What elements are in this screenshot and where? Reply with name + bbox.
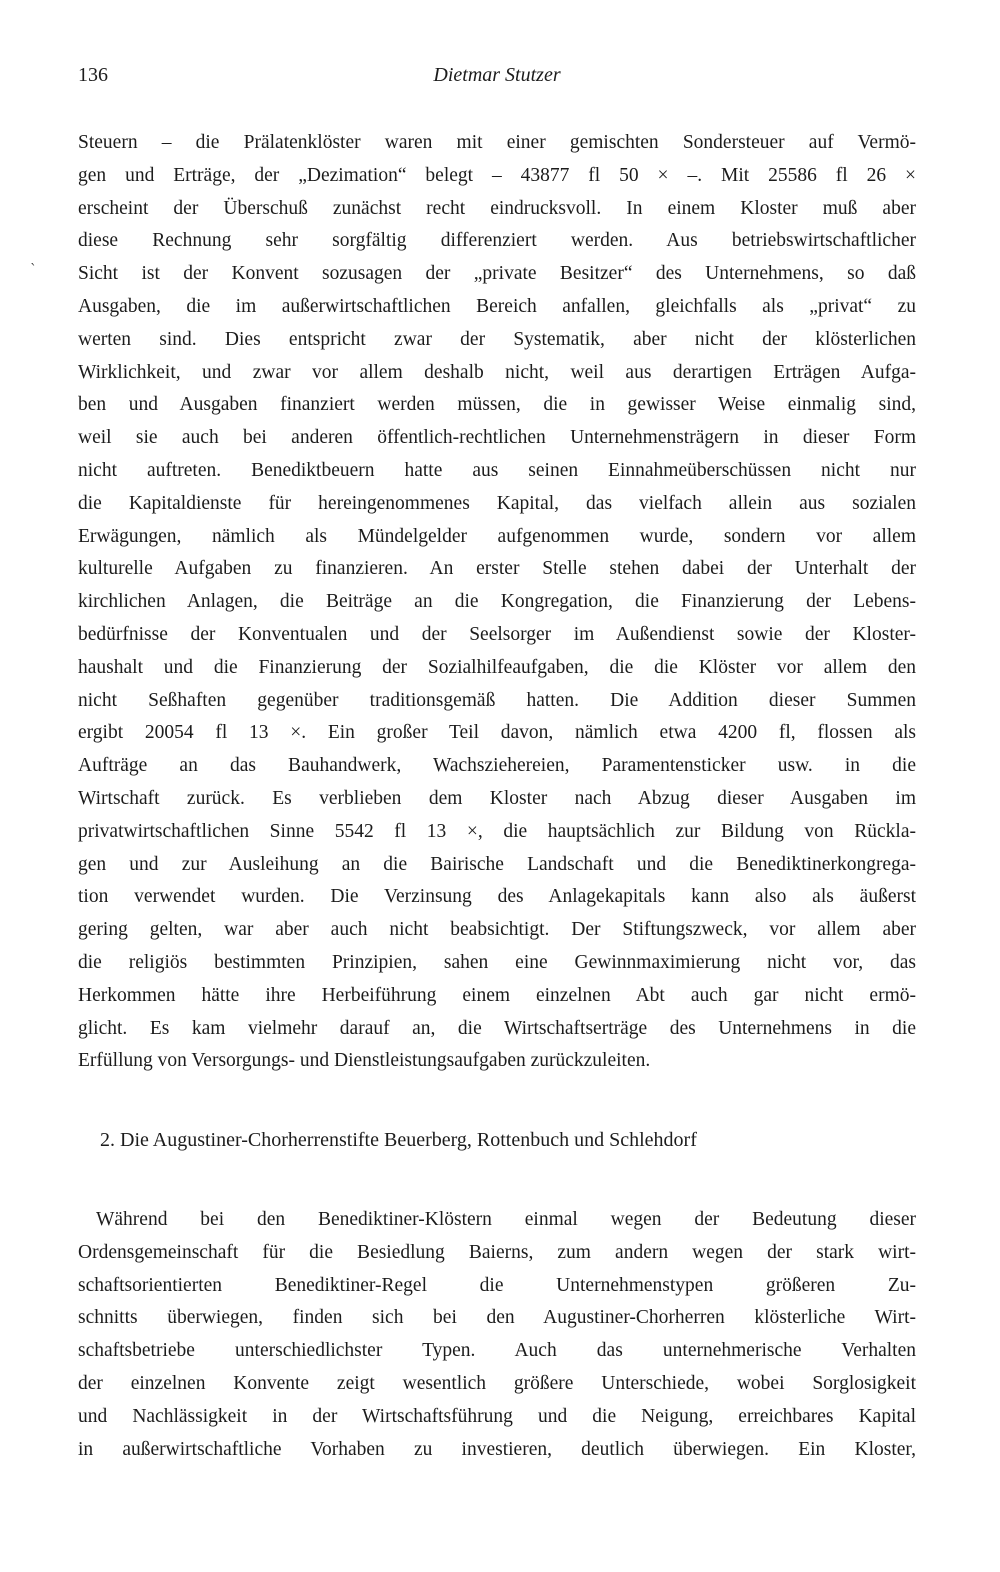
section-heading: 2. Die Augustiner-Chorherrenstifte Beuerberg, Rottenbuch und Schlehdorf [100,1129,697,1151]
text-line: die religiös bestimmten Prinzipien, sahen eine Gewinnmaximierung nicht vor, das [78,951,916,973]
text-line: Sicht ist der Konvent sozusagen der „private Besitzer“ des Unternehmens, so daß [78,263,916,285]
text-line: der einzelnen Konvente zeigt wesentlich größere Unterschiede, wobei Sorglosigkeit [78,1372,916,1394]
text-line: ben und Ausgaben finanziert werden müssen, die in gewisser Weise einmalig sind, [78,394,916,416]
text-line: haushalt und die Finanzierung der Sozialhilfeaufgaben, die die Klöster vor allem den [78,656,916,678]
margin-mark: ` [30,262,37,278]
text-line: Aufträge an das Bauhandwerk, Wachsziehereien, Paramentensticker usw. in die [78,755,916,777]
text-line: kulturelle Aufgaben zu finanzieren. An erster Stelle stehen dabei der Unterhalt der [78,558,916,580]
text-line: Herkommen hätte ihre Herbeiführung einem einzelnen Abt auch gar nicht ermö- [78,984,916,1006]
text-line: diese Rechnung sehr sorgfältig differenziert werden. Aus betriebswirtschaftlicher [78,230,916,252]
text-line: die Kapitaldienste für hereingenommenes Kapital, das vielfach allein aus sozialen [78,492,916,514]
paragraph-2 [78,1204,916,1466]
text-line: schaftsorientierten Benediktiner-Regel die Unternehmenstypen größeren Zu- [78,1274,916,1296]
text-line: bedürfnisse der Konventualen und der Seelsorger im Außendienst sowie der Kloster- [78,623,916,645]
paragraph-1 [78,127,916,1078]
text-line: schaftsbetriebe unterschiedlichster Typen. Auch das unternehmerische Verhalten [78,1340,916,1362]
text-line: Steuern – die Prälatenklöster waren mit einer gemischten Sondersteuer auf Vermö- [78,132,916,153]
text-line: weil sie auch bei anderen öffentlich-rechtlichen Unternehmensträgern in dieser Form [78,427,916,449]
text-line: Ausgaben, die im außerwirtschaftlichen Bereich anfallen, gleichfalls als „privat“ zu [78,295,916,317]
text-line: schnitts überwiegen, finden sich bei den Augustiner-Chorherren klösterliche Wirt- [78,1307,916,1329]
page-number: 136 [78,64,108,86]
text-line: kirchlichen Anlagen, die Beiträge an die Kongregation, die Finanzierung der Lebens- [78,591,916,613]
running-head-author: Dietmar Stutzer [433,64,561,86]
text-line: ergibt 20054 fl 13 ×. Ein großer Teil davon, nämlich etwa 4200 fl, flossen als [78,722,916,744]
text-line: Erfüllung von Versorgungs- und Dienstleistungsaufgaben zurückzuleiten. [78,1050,651,1072]
text-line: in außerwirtschaftliche Vorhaben zu investieren, deutlich überwiegen. Ein Kloster, [78,1438,916,1460]
text-line: tion verwendet wurden. Die Verzinsung des Anlagekapitals kann also als äußerst [78,886,916,908]
text-line: privatwirtschaftlichen Sinne 5542 fl 13 ×, die hauptsächlich zur Bildung von Rückla- [78,820,916,842]
text-line: Während bei den Benediktiner-Klöstern einmal wegen der Bedeutung dieser [96,1209,916,1230]
text-line: und Nachlässigkeit in der Wirtschaftsführung und die Neigung, erreichbares Kapital [78,1405,916,1427]
text-line: gen und zur Ausleihung an die Bairische Landschaft und die Benediktinerkongrega- [78,853,916,875]
text-line: nicht Seßhaften gegenüber traditionsgemäß hatten. Die Addition dieser Summen [78,689,916,711]
running-head [78,64,916,94]
text-line: Ordensgemeinschaft für die Besiedlung Baierns, zum andern wegen der stark wirt- [78,1241,916,1263]
text-line: gen und Erträge, der „Dezimation“ belegt – 43877 fl 50 × –. Mit 25586 fl 26 × [78,164,916,186]
text-line: gering gelten, war aber auch nicht beabsichtigt. Der Stiftungszweck, vor allem aber [78,919,916,941]
text-line: Wirtschaft zurück. Es verblieben dem Kloster nach Abzug dieser Ausgaben im [78,787,916,809]
text-line: glicht. Es kam vielmehr darauf an, die Wirtschaftserträge des Unternehmens in die [78,1017,916,1039]
text-line: nicht auftreten. Benediktbeuern hatte aus seinen Einnahmeüberschüssen nicht nur [78,459,916,481]
text-line: Erwägungen, nämlich als Mündelgelder aufgenommen wurde, sondern vor allem [78,525,916,547]
text-line: Wirklichkeit, und zwar vor allem deshalb nicht, weil aus derartigen Erträgen Aufga- [78,361,916,383]
text-line: werten sind. Dies entspricht zwar der Systematik, aber nicht der klösterlichen [78,328,916,350]
text-line: erscheint der Überschuß zunächst recht eindrucksvoll. In einem Kloster muß aber [78,197,916,219]
